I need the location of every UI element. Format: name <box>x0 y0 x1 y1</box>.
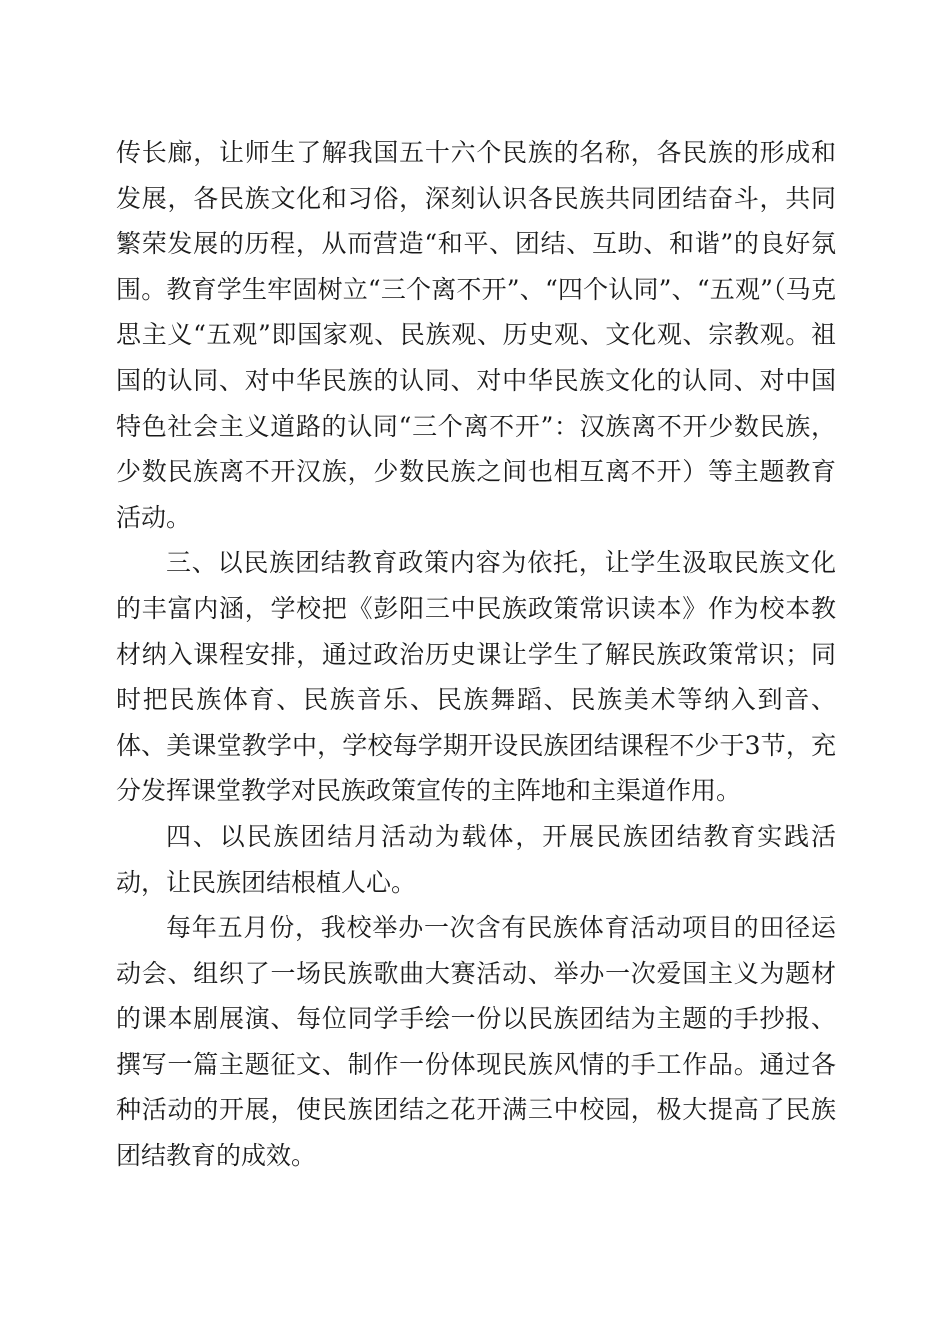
paragraph-continuation: 传长廊，让师生了解我国五十六个民族的名称，各民族的形成和发展，各民族文化和习俗，深刻认识各民族共同团结奋斗，共同繁荣发展的历程，从而营造“和平、团结、互助、和谐”的良好氛围。教育学生牢固树立“三个离不开”、“四个认同”、“五观”（马克思主义“五观”即国家观、民族观、历史观、文化观、宗教观。祖国的认同、对中华民族的认同、对中华民族文化的认同、对中国特色社会主义道路的认同“三个离不开”：汉族离不开少数民族，少数民族离不开汉族，少数民族之间也相互离不开）等主题教育活动。 <box>116 138 836 532</box>
paragraph-may-activities: 每年五月份，我校举办一次含有民族体育活动项目的田径运动会、组织了一场民族歌曲大赛活动、举办一次爱国主义为题材的课本剧展演、每位同学手绘一份以民族团结为主题的手抄报、撰写一篇主题征文、制作一份体现民族风情的手工作品。通过各种活动的开展，使民族团结之花开满三中校园，极大提高了民族团结教育的成效。 <box>116 913 836 1171</box>
paragraph-section-three: 三、以民族团结教育政策内容为依托，让学生汲取民族文化的丰富内涵，学校把《彭阳三中民族政策常识读本》作为校本教材纳入课程安排，通过政治历史课让学生了解民族政策常识；同时把民族体育、民族音乐、民族舞蹈、民族美术等纳入到音、体、美课堂教学中，学校每学期开设民族团结课程不少于3节，充分发挥课堂教学对民族政策宣传的主阵地和主渠道作用。 <box>116 548 836 806</box>
paragraph-section-four: 四、以民族团结月活动为载体，开展民族团结教育实践活动，让民族团结根植人心。 <box>116 821 836 897</box>
document-body <box>116 130 836 1179</box>
